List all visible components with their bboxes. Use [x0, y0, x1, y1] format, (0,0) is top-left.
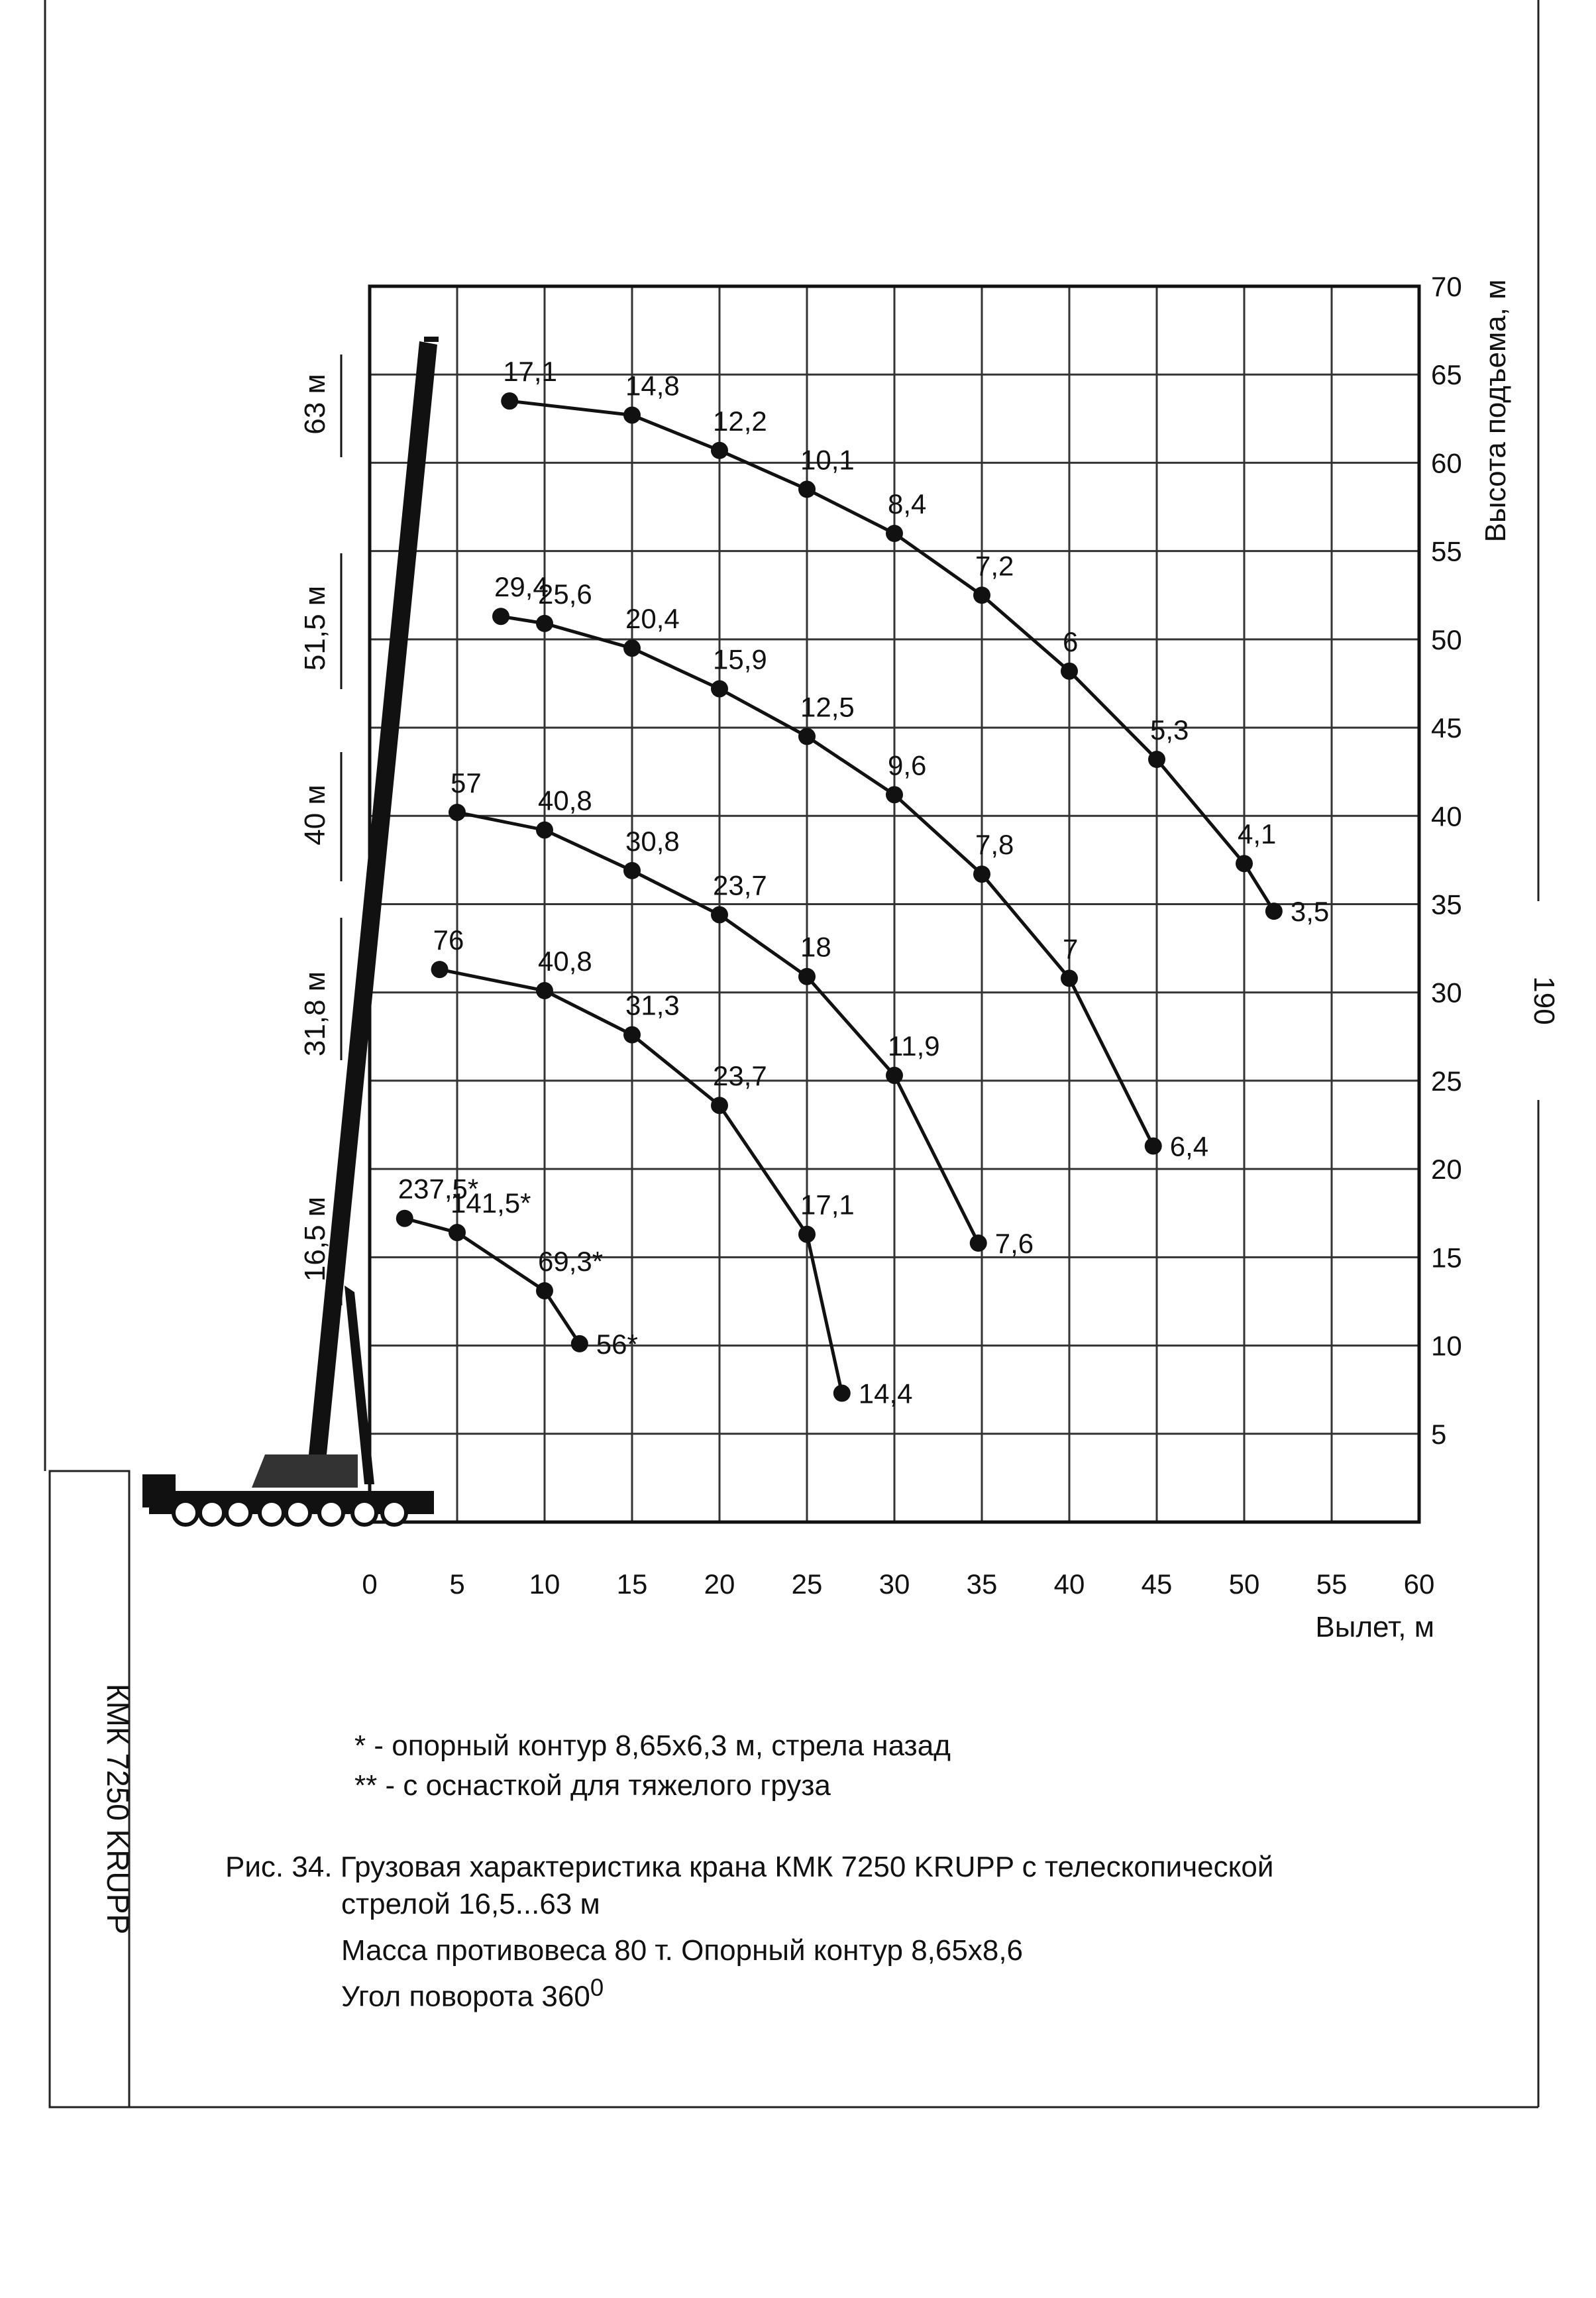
load-value-label: 14,8 — [625, 370, 680, 402]
y-tick-label: 55 — [1431, 535, 1462, 567]
load-point — [798, 1226, 816, 1243]
caption-degree-sup: 0 — [590, 1974, 604, 2001]
x-tick-label: 20 — [704, 1568, 735, 1600]
load-value-label: 12,2 — [713, 405, 767, 437]
x-tick-label: 50 — [1228, 1568, 1260, 1600]
crane-wheel — [286, 1501, 310, 1525]
x-tick-label: 15 — [616, 1568, 648, 1600]
load-point — [1265, 903, 1283, 920]
load-point — [492, 608, 509, 625]
load-point — [571, 1335, 588, 1352]
load-point — [501, 392, 518, 410]
caption-line-4-text: Угол поворота 360 — [341, 1980, 590, 2013]
caption-line-2: стрелой 16,5...63 м — [341, 1888, 600, 1920]
load-point — [623, 862, 641, 879]
y-tick-label: 35 — [1431, 889, 1462, 920]
load-value-label: 7,8 — [975, 829, 1014, 861]
x-tick-label: 10 — [529, 1568, 560, 1600]
x-tick-label: 45 — [1141, 1568, 1173, 1600]
load-curve — [405, 1219, 580, 1344]
y-tick-label: 70 — [1431, 271, 1462, 302]
y-tick-label: 40 — [1431, 800, 1462, 832]
y-axis-label: Высота подъема, м — [1479, 279, 1512, 543]
y-tick-label: 10 — [1431, 1330, 1462, 1362]
load-point — [1061, 969, 1078, 987]
y-tick-label: 45 — [1431, 712, 1462, 744]
boom-length-label: 51,5 м — [299, 585, 331, 671]
load-value-label: 8,4 — [888, 488, 927, 520]
load-point — [711, 442, 728, 459]
load-value-label: 56* — [596, 1328, 638, 1360]
x-tick-label: 35 — [966, 1568, 998, 1600]
crane-wheel — [382, 1501, 406, 1525]
load-point — [536, 982, 553, 999]
y-tick-label: 5 — [1431, 1418, 1447, 1450]
chart-notes — [354, 1726, 951, 1806]
boom-length-label: 31,8 м — [299, 971, 331, 1057]
load-point — [1061, 663, 1078, 680]
load-point — [536, 1282, 553, 1299]
figure-caption — [225, 1849, 1418, 2016]
x-tick-label: 55 — [1316, 1568, 1348, 1600]
crane-boom — [308, 341, 437, 1461]
load-value-label: 20,4 — [625, 603, 680, 635]
note-double-asterisk: ** - с оснасткой для тяжелого груза — [354, 1769, 831, 1802]
load-value-label: 10,1 — [800, 444, 855, 476]
boom-length-label: 16,5 м — [299, 1196, 331, 1282]
load-value-label: 17,1 — [800, 1189, 855, 1221]
crane-wheel — [319, 1501, 343, 1525]
load-point — [449, 804, 466, 821]
caption-line-4 — [225, 1969, 1418, 2016]
y-tick-label: 60 — [1431, 447, 1462, 479]
load-point — [973, 865, 990, 883]
y-tick-label: 50 — [1431, 624, 1462, 655]
load-point — [798, 728, 816, 745]
load-value-label: 29,4 — [494, 571, 549, 603]
load-value-label: 40,8 — [538, 946, 592, 977]
load-value-label: 25,6 — [538, 578, 592, 610]
load-value-label: 237,5* — [398, 1173, 479, 1205]
crane-superstructure — [252, 1454, 358, 1488]
y-tick-label: 65 — [1431, 359, 1462, 391]
load-point — [711, 680, 728, 697]
load-value-label: 5,3 — [1150, 714, 1189, 746]
crane-cab — [142, 1474, 176, 1507]
caption-line-1: Рис. 34. Грузовая характеристика крана КМК 7250 KRUPP с телескопической — [225, 1851, 1274, 1883]
load-value-label: 17,1 — [503, 356, 557, 388]
x-tick-label: 25 — [791, 1568, 823, 1600]
load-value-label: 18 — [800, 931, 831, 963]
x-tick-label: 5 — [449, 1568, 465, 1600]
load-value-label: 7,2 — [975, 550, 1014, 582]
load-value-label: 4,1 — [1238, 818, 1277, 850]
page-number: 190 — [1528, 976, 1560, 1025]
load-point — [798, 480, 816, 498]
load-value-label: 6 — [1063, 626, 1079, 657]
load-value-label: 31,3 — [625, 989, 680, 1021]
boom-length-label: 63 м — [299, 374, 331, 435]
load-value-label: 23,7 — [713, 869, 767, 901]
load-point — [711, 906, 728, 923]
load-point — [886, 786, 903, 803]
x-tick-label: 40 — [1053, 1568, 1085, 1600]
note-single-asterisk: * - опорный контур 8,65х6,3 м, стрела назад — [354, 1729, 951, 1762]
load-value-label: 40,8 — [538, 785, 592, 816]
load-point — [798, 968, 816, 985]
load-point — [1145, 1138, 1162, 1155]
load-point — [973, 586, 990, 604]
boom-length-label: 40 м — [299, 785, 331, 846]
load-value-label: 9,6 — [888, 749, 927, 781]
load-point — [1236, 855, 1253, 872]
load-point — [623, 406, 641, 423]
load-point — [711, 1097, 728, 1114]
load-value-label: 15,9 — [713, 643, 767, 675]
crane-wheel — [227, 1501, 250, 1525]
load-value-label: 3,5 — [1290, 896, 1330, 928]
load-point — [623, 639, 641, 657]
y-tick-label: 20 — [1431, 1154, 1462, 1185]
crane-wheel — [352, 1501, 376, 1525]
x-tick-label: 60 — [1403, 1568, 1435, 1600]
y-tick-label: 25 — [1431, 1065, 1462, 1097]
caption-line-3: Масса противовеса 80 т. Опорный контур 8,65х8,6 — [341, 1934, 1024, 1967]
load-point — [396, 1210, 413, 1227]
side-label: КМК 7250 KRUPP — [101, 1683, 135, 1935]
y-tick-label: 15 — [1431, 1242, 1462, 1274]
load-point — [536, 822, 553, 839]
crane-wheel — [174, 1501, 197, 1525]
load-point — [833, 1385, 851, 1402]
load-value-label: 69,3* — [538, 1245, 604, 1277]
load-point — [886, 1067, 903, 1084]
load-value-label: 23,7 — [713, 1060, 767, 1092]
load-value-label: 12,5 — [800, 691, 855, 723]
load-value-label: 7,6 — [994, 1228, 1034, 1260]
load-value-label: 141,5* — [451, 1187, 531, 1219]
y-tick-label: 30 — [1431, 977, 1462, 1009]
load-point — [536, 615, 553, 632]
load-value-label: 14,4 — [858, 1378, 913, 1409]
load-value-label: 6,4 — [1169, 1130, 1209, 1162]
crane-wheel — [200, 1501, 224, 1525]
crane-wheel — [260, 1501, 284, 1525]
load-curve — [509, 401, 1277, 911]
load-curve — [440, 969, 842, 1393]
load-point — [431, 961, 449, 978]
load-value-label: 30,8 — [625, 825, 680, 857]
x-tick-label: 0 — [362, 1568, 378, 1600]
load-value-label: 57 — [451, 767, 482, 798]
load-point — [449, 1224, 466, 1241]
load-value-label: 7 — [1063, 933, 1079, 965]
x-tick-label: 30 — [878, 1568, 910, 1600]
load-value-label: 11,9 — [888, 1030, 940, 1062]
x-axis-label: Вылет, м — [1315, 1611, 1434, 1643]
load-point — [1148, 751, 1165, 768]
load-point — [623, 1026, 641, 1044]
load-point — [970, 1234, 987, 1252]
load-value-label: 76 — [433, 924, 464, 956]
load-point — [886, 525, 903, 542]
